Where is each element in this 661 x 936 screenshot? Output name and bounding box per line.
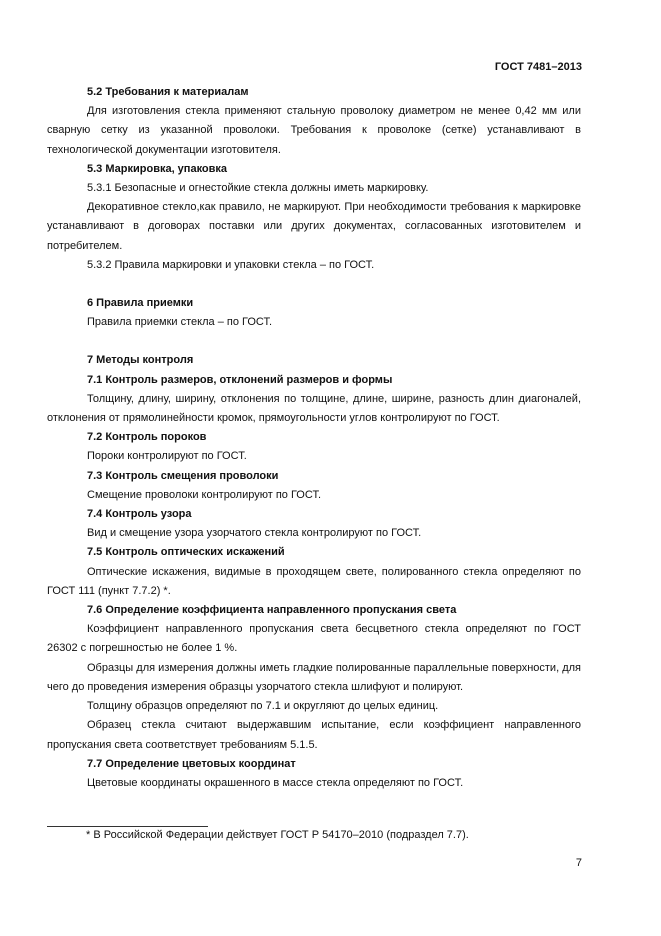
paragraph-6: Правила приемки стекла – по ГОСТ.: [87, 316, 273, 329]
section-heading-7-2: 7.2 Контроль пороков: [87, 431, 207, 444]
footnote-divider: [47, 826, 208, 827]
section-heading-6: 6 Правила приемки: [87, 297, 194, 310]
paragraph-7-6-c: Толщину образцов определяют по 7.1 и округляют до целых единиц.: [87, 700, 439, 713]
section-heading-7-7: 7.7 Определение цветовых координат: [87, 757, 296, 770]
section-heading-7: 7 Методы контроля: [87, 354, 194, 367]
paragraph-7-6-b: Образцы для измерения должны иметь гладкие полированные параллельные поверхности, для чего до проведения измерения образцы узорчатого стекла шлифуют и полируют.: [47, 661, 581, 693]
footnote: * В Российской Федерации действует ГОСТ Р 54170–2010 (подраздел 7.7).: [86, 829, 469, 841]
paragraph-7-6-d: Образец стекла считают выдержавшим испытание, если коэффициент направленного пропускания света соответствует требованиям 5.1.5.: [47, 719, 581, 751]
paragraph-5-3-1: 5.3.1 Безопасные и огнестойкие стекла должны иметь маркировку.: [87, 182, 429, 195]
paragraph-5-3-2: 5.3.2 Правила маркировки и упаковки стекла – по ГОСТ.: [87, 258, 375, 271]
paragraph-7-4: Вид и смещение узора узорчатого стекла контролируют по ГОСТ.: [87, 527, 422, 540]
paragraph-7-5: Оптические искажения, видимые в проходящем свете, полированного стекла определяют по ГОСТ 111 (пункт 7.7.2) *.: [47, 565, 581, 597]
paragraph-7-3: Смещение проволоки контролируют по ГОСТ.: [87, 488, 322, 501]
document-body: [47, 83, 581, 793]
section-heading-7-4: 7.4 Контроль узора: [87, 508, 192, 521]
section-heading-5-2: 5.2 Требования к материалам: [87, 86, 249, 98]
section-heading-7-1: 7.1 Контроль размеров, отклонений размеров и формы: [87, 373, 393, 386]
paragraph-5-2: Для изготовления стекла применяют стальную проволоку диаметром не менее 0,42 мм или сварную сетку из указанной проволоки. Требования к проволоке (сетке) устанавливают в технологической документации изготовителя.: [47, 105, 581, 156]
paragraph-5-3-1-b: Декоративное стекло,как правило, не маркируют. При необходимости требования к маркировке устанавливают в договорах поставки или других документах, согласованных изготовителем и потребителем.: [47, 201, 581, 252]
paragraph-7-2: Пороки контролируют по ГОСТ.: [87, 450, 247, 463]
section-heading-7-5: 7.5 Контроль оптических искажений: [87, 546, 285, 559]
section-heading-5-3: 5.3 Маркировка, упаковка: [87, 162, 228, 175]
page-number: 7: [575, 857, 582, 869]
paragraph-7-6-a: Коэффициент направленного пропускания света бесцветного стекла определяют по ГОСТ 26302 с погрешностью не более 1 %.: [47, 623, 581, 655]
section-heading-7-3: 7.3 Контроль смещения проволоки: [87, 469, 279, 482]
paragraph-7-7: Цветовые координаты окрашенного в массе стекла определяют по ГОСТ.: [87, 776, 464, 789]
section-heading-7-6: 7.6 Определение коэффициента направленного пропускания света: [87, 604, 457, 617]
document-id-header: ГОСТ 7481–2013: [494, 61, 582, 73]
paragraph-7-1: Толщину, длину, ширину, отклонения по толщине, длине, ширине, разность длин диагоналей, отклонения от прямолинейности кромок, прямоугольности углов контролируют по ГОСТ.: [47, 392, 581, 425]
